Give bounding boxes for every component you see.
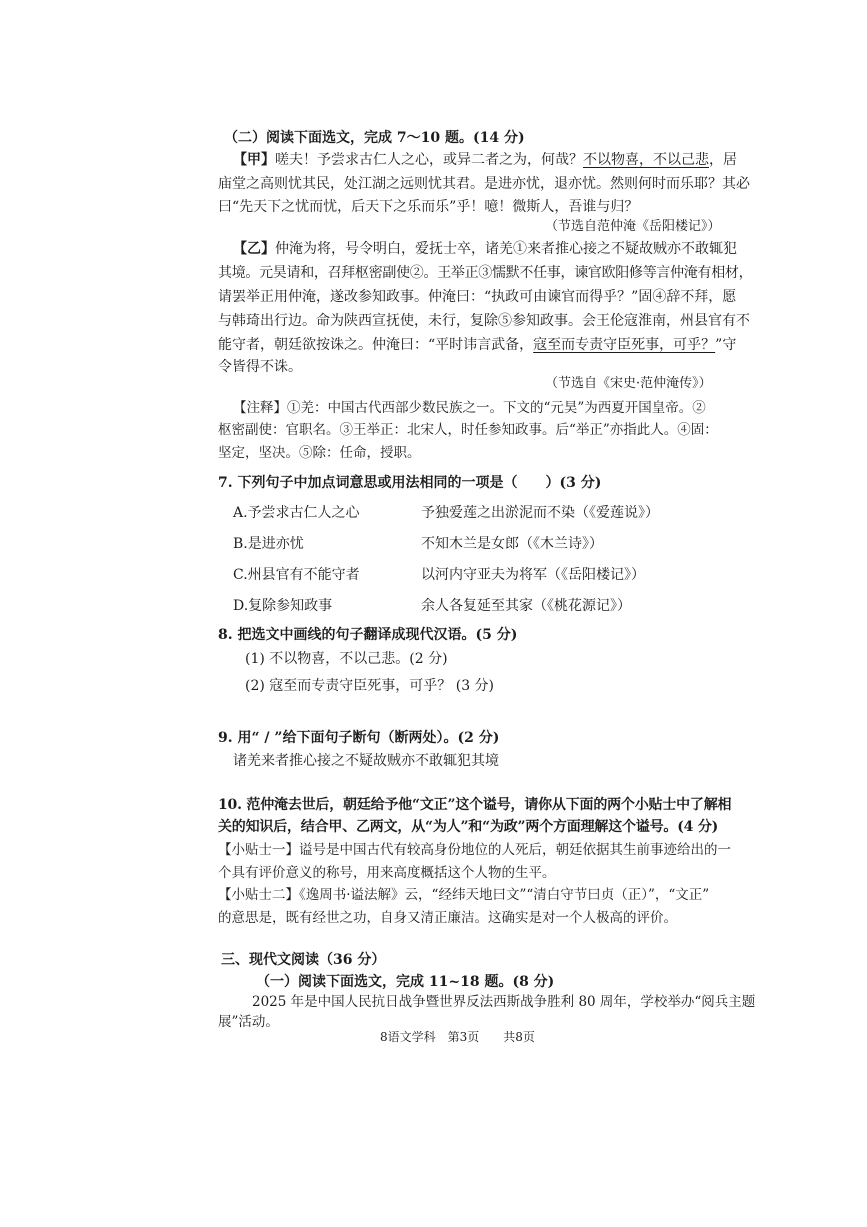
tip-1-line-2: 个具有评价意义的称号，用来高度概括这个人物的生平。	[218, 865, 556, 881]
underlined-sentence-2: 寇至而专责守臣死事，可乎？	[533, 337, 716, 353]
passage-jia-source: （节选自范仲淹《岳阳楼记》）	[545, 219, 721, 234]
underlined-sentence-1: 不以物喜，不以己悲	[583, 152, 709, 168]
q7-option-c-right: 以河内守亚夫为将军（《岳阳楼记》）	[421, 567, 645, 583]
question-9-stem: 9. 用“ / ”给下面句子断句（断两处）。(2 分)	[218, 730, 500, 746]
passage-tag-yi: 【乙】	[233, 241, 275, 257]
q7-option-c-left: C.州县官有不能守者	[233, 567, 360, 583]
tip-1-line-1: 【小贴士一】谥号是中国古代有较高身份地位的人死后，朝廷依据其生前事迹给出的一	[218, 842, 731, 858]
passage-jia-line-2: 庙堂之高则忧其民，处江湖之远则忧其君。是进亦忧，退亦忧。然则何时而乐耶？其必	[218, 176, 750, 192]
question-10-line-1: 10. 范仲淹去世后，朝廷给予他“文正”这个谥号，请你从下面的两个小贴士中了解相	[218, 797, 732, 813]
section-heading: （二）阅读下面选文，完成 7～10 题。(14 分)	[224, 130, 525, 146]
passage-yi-source: （节选自《宋史·范仲淹传》）	[545, 376, 712, 391]
passage-jia-line-3: 曰“先天下之忧而忧，后天下之乐而乐”乎！噫！微斯人，吾谁与归？	[218, 199, 639, 215]
passage-yi-line-1: 【乙】仲淹为将，号令明白，爱抚士卒，诸羌①来者推心接之不疑故贼亦不敢辄犯	[233, 241, 737, 257]
section-3-title: 三、现代文阅读（36 分）	[221, 952, 386, 968]
passage-yi-line-4: 与韩琦出行边。命为陕西宣抚使，未行，复除⑤参知政事。会王伦寇淮南，州县官有不	[218, 313, 750, 329]
q7-option-b-left: B.是进亦忧	[233, 536, 304, 552]
passage-jia-line-1: 【甲】嗟夫！予尝求古仁人之心，或异二者之为，何哉？不以物喜，不以己悲，居	[233, 152, 737, 168]
passage-yi-line-2: 其境。元昊请和，召拜枢密副使②。王举正③懦默不任事，谏官欧阳修等言仲淹有相材，	[218, 265, 753, 281]
passage-yi-line-5: 能守者，朝廷欲按诛之。仲淹曰：“平时讳言武备，寇至而专责守臣死事，可乎？”守	[218, 337, 737, 353]
notes-line-2: 枢密副使：官职名。③王举正：北宋人，时任参知政事。后“举正”亦指此人。④固：	[218, 422, 718, 438]
tip-2-line-1: 【小贴士二】《逸周书·谥法解》云，“经纬天地曰文”“清白守节曰贞（正）”，“文正”	[218, 887, 710, 903]
passage-yi-line-6: 令皆得不诛。	[218, 359, 302, 375]
q7-option-d-right: 余人各复延至其家（《桃花源记》）	[421, 598, 631, 614]
q7-option-a-left: A.予尝求古仁人之心	[233, 505, 360, 521]
notes-line-1: 【注释】①羌：中国古代西部少数民族之一。下文的“元昊”为西夏开国皇帝。②	[233, 400, 706, 416]
q9-sentence: 诸羌来者推心接之不疑故贼亦不敢辄犯其境	[233, 753, 499, 769]
q8-sentence-2: (2) 寇至而专责守臣死事，可乎？ (3 分)	[245, 678, 495, 694]
q7-option-b-right: 不知木兰是女郎（《木兰诗》）	[421, 536, 603, 552]
section-3-paragraph-line-2: 展”活动。	[218, 1014, 279, 1030]
passage-tag-jia: 【甲】	[233, 152, 275, 168]
question-10-line-2: 关的知识后，结合甲、乙两文，从“为人”和“为政”两个方面理解这个谥号。(4 分)	[218, 819, 719, 835]
q8-sentence-1: (1) 不以物喜，不以己悲。(2 分)	[245, 651, 448, 667]
notes-line-3: 坚定，坚决。⑤除：任命，授职。	[218, 445, 421, 461]
page-footer: 8语文学科 第3页 共8页	[380, 1030, 535, 1044]
q7-option-d-left: D.复除参知政事	[233, 598, 333, 614]
q7-option-a-right: 予独爱莲之出淤泥而不染（《爱莲说》）	[421, 505, 659, 521]
section-3-subheading: （一）阅读下面选文，完成 11~18 题。(8 分)	[256, 974, 555, 990]
tip-2-line-2: 的意思是，既有经世之功，自身又清正廉洁。这确实是对一个人极高的评价。	[218, 910, 677, 926]
passage-yi-line-3: 请罢举正用仲淹，遂改参知政事。仲淹曰：“执政可由谏官而得乎？”固④辞不拜，愿	[218, 289, 737, 305]
question-8-stem: 8. 把选文中画线的句子翻译成现代汉语。(5 分)	[218, 627, 518, 643]
section-3-paragraph-line-1: 2025 年是中国人民抗日战争暨世界反法西斯战争胜利 80 周年，学校举办“阅兵主题	[252, 994, 756, 1010]
question-7-stem: 7. 下列句子中加点词意思或用法相同的一项是（ ）(3 分)	[218, 475, 602, 491]
